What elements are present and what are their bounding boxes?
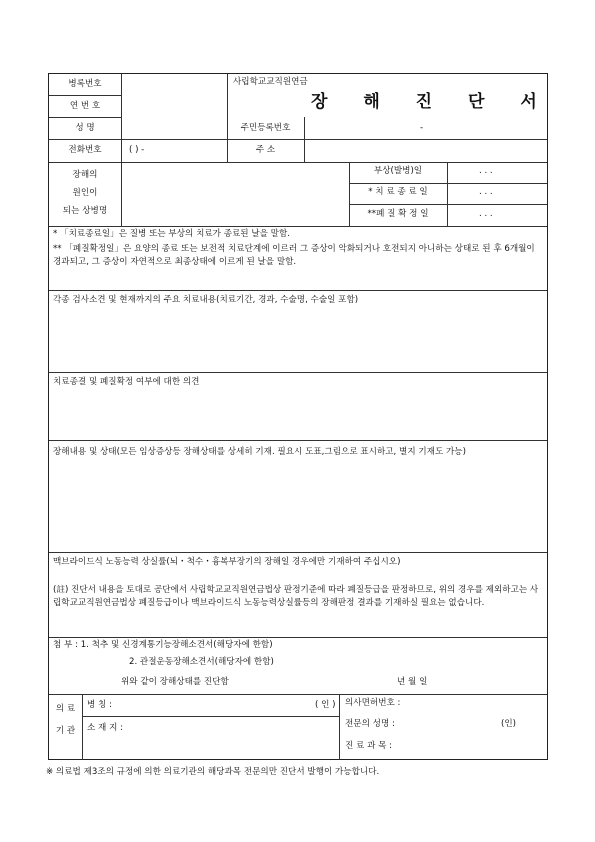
phone-value[interactable]: ( ) - [129, 145, 145, 155]
name-label: 성 명 [75, 123, 95, 133]
confirmation-date[interactable]: 년 월 일 [397, 677, 428, 687]
attachment-line1: 첨 부 : 1. 척추 및 신경계통기능장해소견서(해당자에 한함) [53, 640, 273, 650]
form-title: 장 해 진 단 서 [311, 92, 552, 112]
treatment-end-label: * 치 료 종 료 일 [368, 187, 428, 197]
disability-fixed-label: **폐 질 확 정 일 [367, 209, 429, 219]
institution-label-line1: 의 료 [55, 704, 76, 714]
footer-note: ※ 의료법 제3조의 규정에 의한 의료기관의 해당과목 전문의만 진단서 발행이 가능합니다. [46, 767, 380, 777]
attachment-line2: 2. 관절운동장해소견서(해당자에 한함) [129, 657, 274, 667]
reg-no-label: 병록번호 [68, 79, 102, 89]
exam-findings-label: 각종 검사소견 및 현재까지의 주요 치료내용(치료기간, 경과, 수술명, 수술일 포함) [53, 295, 359, 305]
injury-date-field[interactable]: . . . [479, 166, 493, 176]
disability-detail-label: 장해내용 및 상태(모든 임상증상등 장해상태를 상세히 기재. 필요시 도표,그림으로 표시하고, 별지 기재도 가능) [53, 447, 466, 457]
institution-label-line2: 기 관 [55, 726, 76, 736]
specialist-seal: (인) [501, 719, 517, 729]
phone-label: 전화번호 [68, 145, 102, 155]
disability-fixed-field[interactable]: . . . [479, 209, 493, 219]
hospital-seal: ( 인 ) [315, 700, 336, 710]
cause-label-line1: 장해의 [72, 170, 98, 180]
cause-label-line3: 되는 상병명 [62, 206, 108, 216]
cause-label-line2: 원인이 [72, 188, 98, 198]
location-label: 소 재 지 : [87, 723, 123, 733]
note-treatment-end: * 「치료종료일」은 질병 또는 부상의 치료가 종료된 날을 말함. [53, 229, 291, 239]
specialist-label: 전문의 성명 : [345, 719, 395, 729]
department-label: 진 료 과 목 : [345, 741, 393, 751]
remark-text: (註) 진단서 내용을 토대로 공단에서 사립학교교직원연금법상 판정기준에 따라 폐질등급을 판정하므로, 위의 경우를 제외하고는 사립학교교직원연금법상 폐질등급이나 맥브라이드식 노동능력상실률등의 장해판정 결과를 기재하실 필요는 없습니다. [53, 585, 539, 609]
resident-no-label: 주민등록번호 [240, 123, 291, 133]
note-disability-fixed: ** 「폐질확정일」은 요양의 종료 또는 보전적 치료단계에 이르러 그 증상이 악화되거나 호전되지 아니하는 상태로 된 후 6개월이 경과되고, 그 증상이 자연적으로 최종상태에 이르게 된 날을 말함. [53, 244, 535, 268]
confirmation-statement: 위와 같이 장해상태를 진단함 [121, 677, 229, 687]
form-frame [48, 73, 552, 760]
opinion-label: 치료종결 및 폐질확정 여부에 대한 의견 [53, 377, 200, 387]
agency-name: 사립학교교직원연금 [233, 77, 308, 87]
resident-no-value[interactable]: - [420, 123, 424, 133]
address-label: 주 소 [255, 145, 276, 155]
hospital-label: 병 칭 : [87, 700, 112, 710]
treatment-end-field[interactable]: . . . [479, 187, 493, 197]
serial-no-label: 연 번 호 [69, 101, 101, 111]
injury-date-label: 부상(발병)일 [373, 166, 423, 176]
mcbride-label: 맥브라이드식 노동능력 상실률(뇌・척수・흉복부장기의 장해일 경우에만 기재하여 주십시오) [53, 557, 401, 567]
license-label: 의사면허번호 : [345, 698, 401, 708]
